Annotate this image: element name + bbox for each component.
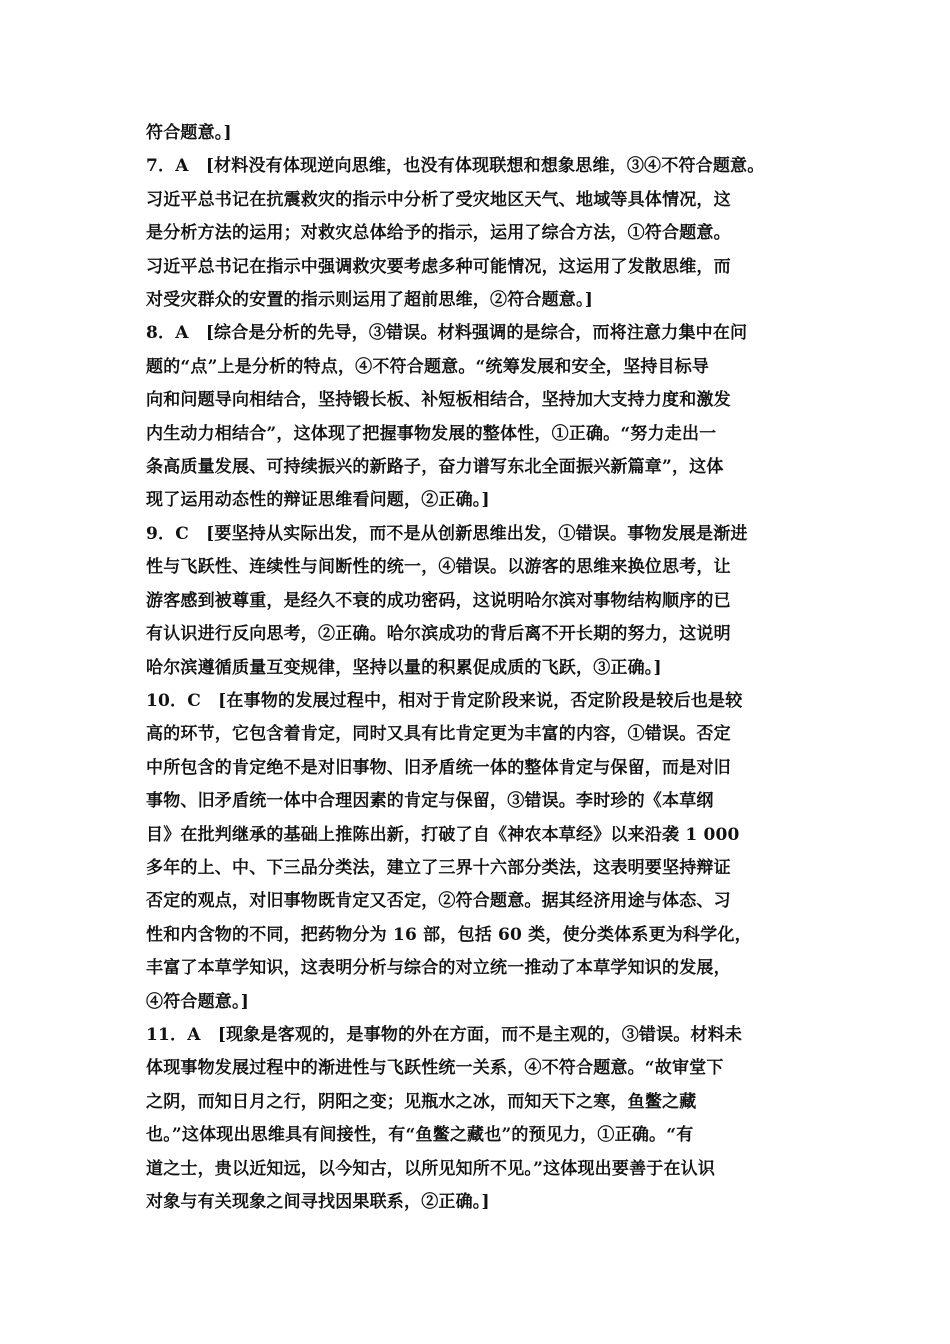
text-line: 有认识进行反向思考，②正确。哈尔滨成功的背后离不开长期的努力，这说明 [146,624,731,645]
answer-q11 [146,1019,836,1219]
text-line: 习近平总书记在抗震救灾的指示中分析了受灾地区天气、地域等具体情况，这 [146,189,731,210]
answer-q9 [146,518,836,685]
text-line: 游客感到被尊重，是经久不衰的成功密码，这说明哈尔滨对事物结构顺序的已 [146,590,731,611]
text-line: 是分析方法的运用；对救灾总体给予的指示，运用了综合方法，①符合题意。 [146,223,731,244]
text-line: 8．A [综合是分析的先导，③错误。材料强调的是综合，而将注意力集中在问 [146,323,748,344]
text-line: 题的“点”上是分析的特点，④不符合题意。“统筹发展和安全，坚持目标导 [146,356,710,377]
text-line: 10．C [在事物的发展过程中，相对于肯定阶段来说，否定阶段是较后也是较 [146,690,743,711]
text-line: 11．A [现象是客观的，是事物的外在方面，而不是主观的，③错误。材料未 [146,1024,743,1045]
answer-explanations [146,117,836,1219]
text-line: 哈尔滨遵循质量互变规律，坚持以量的积累促成质的飞跃，③正确。] [146,657,662,678]
answer-q7 [146,150,836,317]
answer-q8 [146,317,836,517]
text-line: 7．A [材料没有体现逆向思维，也没有体现联想和想象思维，③④不符合题意。 [146,156,765,177]
text-line: 道之士，贵以近知远，以今知古，以所见知所不见。”这体现出要善于在认识 [146,1158,716,1179]
text-line: 丰富了本草学知识，这表明分析与综合的对立统一推动了本草学知识的发展， [146,958,731,979]
text-line: 事物、旧矛盾统一体中合理因素的肯定与保留，③错误。李时珍的《本草纲 [146,791,714,812]
text-line: 对象与有关现象之间寻找因果联系，②正确。] [146,1192,490,1212]
text-line: 否定的观点，对旧事物既肯定又否定，②符合题意。据其经济用途与体态、习 [146,891,731,912]
text-line: 符合题意。] [146,123,232,143]
answer-q10 [146,685,836,1019]
text-line: 也。”这体现出思维具有间接性，有“鱼鳖之藏也”的预见力，①正确。“有 [146,1125,694,1146]
text-line: ④符合题意。] [146,991,249,1012]
text-line: 性和内含物的不同，把药物分为 16 部，包括 60 类，使分类体系更为科学化， [146,924,752,945]
text-line: 中所包含的肯定绝不是对旧事物、旧矛盾统一体的整体肯定与保留，而是对旧 [146,757,731,778]
text-line: 多年的上、中、下三品分类法，建立了三界十六部分类法，这表明要坚持辩证 [146,857,731,878]
text-line: 性与飞跃性、连续性与间断性的统一，④错误。以游客的思维来换位思考，让 [146,557,731,578]
text-line: 目》在批判继承的基础上推陈出新，打破了自《神农本草经》以来沿袭 1 000 [146,824,740,845]
answer-continuation [146,117,836,150]
text-line: 对受灾群众的安置的指示则运用了超前思维，②符合题意。] [146,290,593,311]
text-line: 习近平总书记在指示中强调救灾要考虑多种可能情况，这运用了发散思维，而 [146,256,731,277]
text-line: 条高质量发展、可持续振兴的新路子，奋力谱写东北全面振兴新篇章”，这体 [146,457,724,478]
text-line: 之阴，而知日月之行，阴阳之变；见瓶水之冰，而知天下之寒，鱼鳖之藏 [146,1091,697,1112]
text-line: 内生动力相结合”，这体现了把握事物发展的整体性，①正确。“努力走出一 [146,423,717,444]
text-line: 现了运用动态性的辩证思维看问题，②正确。] [146,490,490,511]
text-line: 向和问题导向相结合，坚持锻长板、补短板相结合，坚持加大支持力度和激发 [146,390,731,411]
text-line: 9．C [要坚持从实际出发，而不是从创新思维出发，①错误。事物发展是渐进 [146,523,748,544]
text-line: 体现事物发展过程中的渐进性与飞跃性统一关系，④不符合题意。“故审堂下 [146,1058,724,1079]
text-line: 高的环节，它包含着肯定，同时又具有比肯定更为丰富的内容，①错误。否定 [146,724,731,745]
